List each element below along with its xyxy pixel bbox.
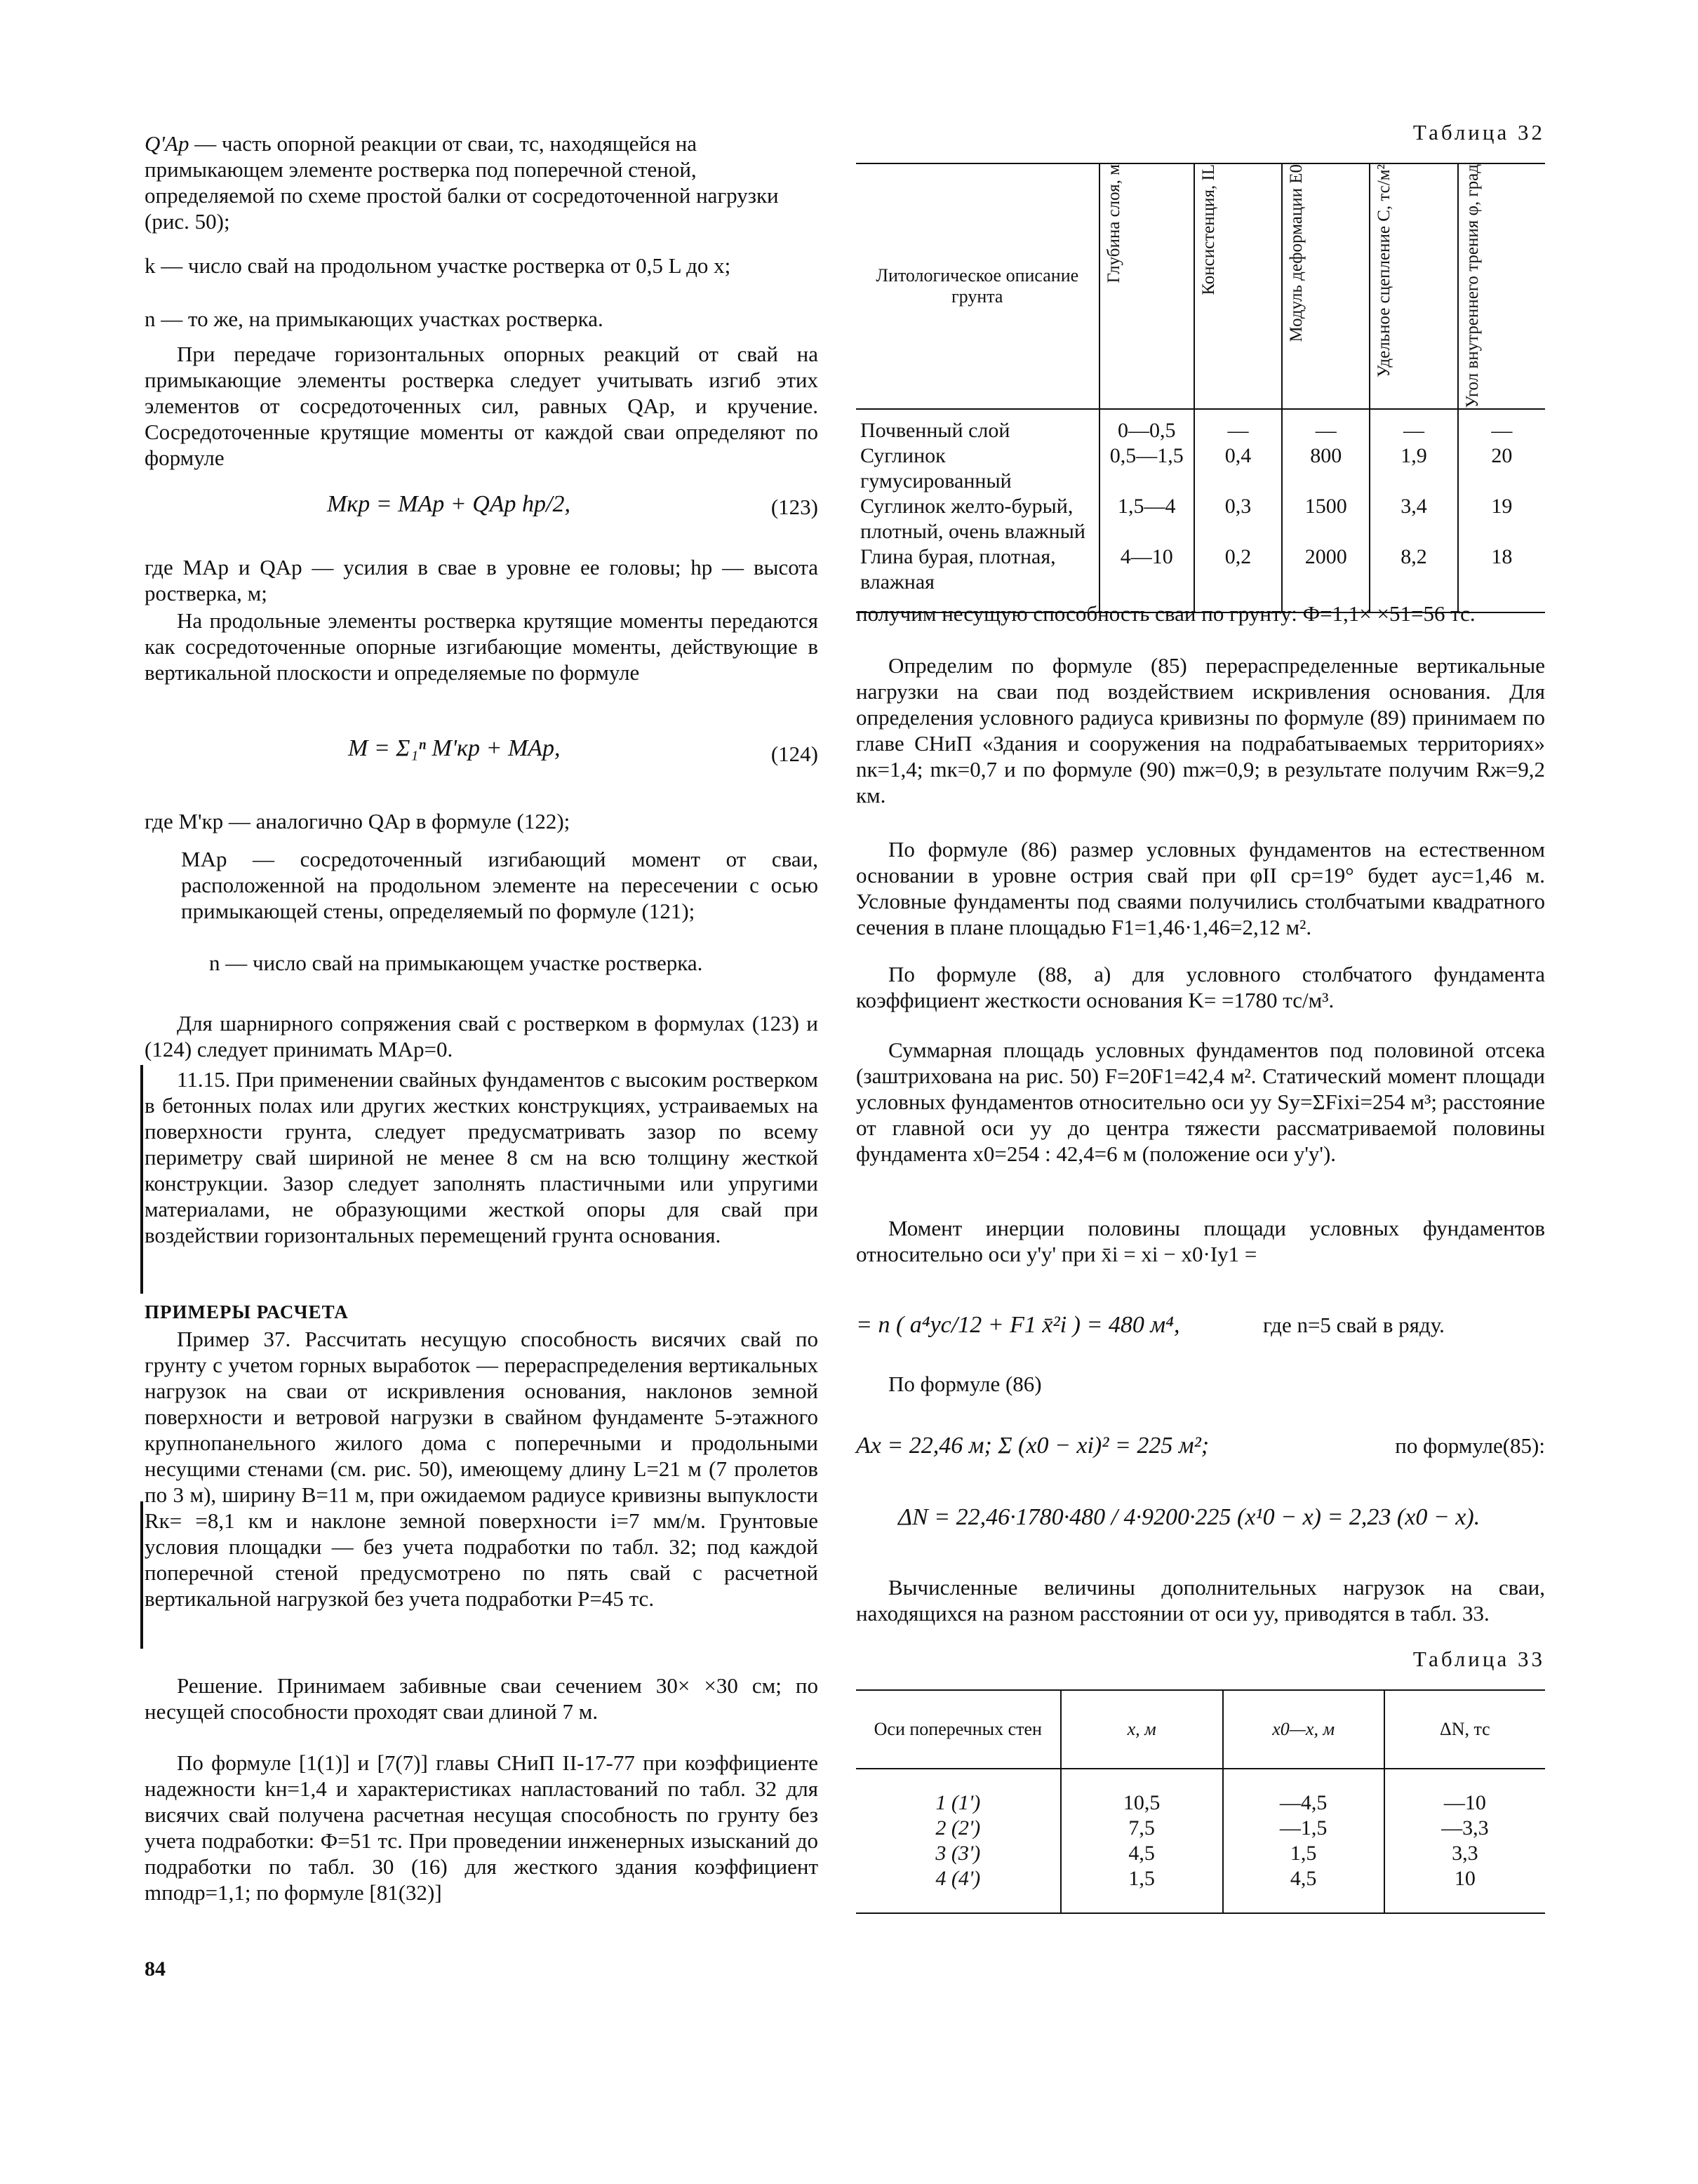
- paragraph: где MАр и QАр — усилия в свае в уровне ее головы; hр — высота ростверка, м;: [145, 555, 818, 605]
- paragraph: По формуле [1(1)] и [7(7)] главы СНиП II-17-77 при коэффициенте надежности kн=1,4 и характеристиках напластований по табл. 32 для висячих свай получена расчетная несущая способность по грунту без учета подработки: Ф=51 тс. При проведении инженерных изысканий до подработки по табл. 30 (16) для жесткого здания коэффициент mподр=1,1; по формуле [81(32)]: [145, 1750, 818, 1905]
- page-number: 84: [145, 1957, 166, 1981]
- solution: Решение. Принимаем забивные сваи сечением 30× ×30 см; по несущей способности проходят сваи длиной 7 м.: [145, 1673, 818, 1724]
- formula-123: Mкр = MАр + QАр hр/2,: [327, 491, 570, 517]
- col-header: Модуль деформации E0: [1282, 163, 1370, 409]
- paragraph: На продольные элементы ростверка крутящие моменты передаются как сосредоточенные опорные изгибающие моменты, действующие в вертикальной плоскости и определяемые по формуле: [145, 608, 818, 685]
- table-32: [856, 163, 1545, 613]
- formula-ax-note: по формуле(85):: [1395, 1433, 1545, 1458]
- definition-k: k — число свай на продольном участке ростверка от 0,5 L до x;: [145, 253, 731, 278]
- section-heading: ПРИМЕРЫ РАСЧЕТА: [145, 1301, 349, 1322]
- table-33-title: Таблица 33: [1412, 1647, 1545, 1671]
- table-row: 4 (4') 1,5 4,5 10: [856, 1866, 1545, 1913]
- table-row: 1 (1') 10,5 —4,5 —10: [856, 1769, 1545, 1816]
- col-header: Глубина слоя, м: [1099, 163, 1194, 409]
- formula-inertia-note: где n=5 свай в ряду.: [1263, 1313, 1445, 1337]
- def-q-text: — часть опорной реакции от сваи, тс, находящейся на примыкающем элементе ростверка под поперечной стеной, определяемой по схеме простой балки от сосредоточенной нагрузки (рис. 50);: [145, 131, 779, 234]
- paragraph: Определим по формуле (85) перераспределенные вертикальные нагрузки на сваи под воздействием искривления основания. Для определения условного радиуса кривизны по формуле (89) принимаем по главе СНиП «Здания и сооружения на подрабатываемых территориях» nк=1,4; mк=0,7 и по формуле (90) mж=0,9; в результате получим Rж=9,2 км.: [856, 653, 1545, 808]
- col-header: Угол внутреннего трения φ, град: [1458, 163, 1545, 409]
- paragraph: получим несущую способность сваи по грунту: Ф=1,1× ×51=56 тс.: [856, 601, 1476, 626]
- table-row: Глина бурая, плотная, влажная 4—10 0,2 2000 8,2 18: [856, 544, 1545, 612]
- table-row: 3 (3') 4,5 1,5 3,3: [856, 1841, 1545, 1866]
- paragraph: Суммарная площадь условных фундаментов под половиной отсека (заштрихована на рис. 50) F=20F1=42,4 м². Статический момент площади условных фундаментов относительно оси yy Sy=ΣFixi=254 м³; расстояние от главной оси yy до центра тяжести рассматриваемой половины фундамента x0=254 : 42,4=6 м (положение оси y'y').: [856, 1038, 1545, 1166]
- col-header: x0—x, м: [1223, 1690, 1384, 1769]
- col-header: Литологическое описание грунта: [876, 264, 1079, 307]
- table-row: Суглинок гумусированный 0,5—1,5 0,4 800 1,9 20: [856, 443, 1545, 494]
- table-row: 2 (2') 7,5 —1,5 —3,3: [856, 1816, 1545, 1841]
- table-row: Почвенный слой 0—0,5 — — — —: [856, 409, 1545, 443]
- definition-n: n — то же, на примыкающих участках ростверка.: [145, 307, 603, 331]
- paragraph: Для шарнирного сопряжения свай с ростверком в формулах (123) и (124) следует принимать MАр=0.: [145, 1011, 818, 1061]
- table-33: [856, 1689, 1545, 1914]
- table-32-title: Таблица 32: [1412, 120, 1545, 145]
- col-header: Консистенция, IL: [1194, 163, 1282, 409]
- equation-number-124: (124): [770, 742, 818, 766]
- margin-bar: [140, 1501, 143, 1649]
- col-header: Оси поперечных стен: [874, 1719, 1042, 1739]
- definition: где M'кр — аналогично QАр в формуле (122);: [145, 809, 570, 833]
- formula-inertia: = n ( a⁴ус/12 + F1 x̄²i ) = 480 м⁴,: [856, 1312, 1180, 1338]
- margin-bar: [140, 1065, 143, 1294]
- definition-q: [145, 130, 818, 234]
- paragraph: Момент инерции половины площади условных фундаментов относительно оси y'y' при x̄i = xi − x0·Iy1 =: [856, 1216, 1545, 1266]
- paragraph-11-15: 11.15. При применении свайных фундаментов с высоким ростверком в бетонных полах или других жестких конструкциях, устраиваемых на поверхности грунта, следует предусматривать зазор по всему периметру свай шириной не менее 8 см на всю толщину жесткой конструкции. Зазор следует заполнять пластичными или упругими материалами, не образующими жесткой опоры для свай при воздействии горизонтальных перемещений грунта основания.: [145, 1067, 818, 1247]
- paragraph: Вычисленные величины дополнительных нагрузок на сваи, находящихся на разном расстоянии от оси yy, приводятся в табл. 33.: [856, 1575, 1545, 1626]
- col-header: x, м: [1061, 1690, 1223, 1769]
- def-q-symbol: Q'Ар: [145, 131, 189, 156]
- formula-ax: Ax = 22,46 м; Σ (x0 − xi)² = 225 м²;: [856, 1433, 1210, 1459]
- formula-124: M = Σ₁ⁿ M'кр + MАр,: [348, 735, 561, 761]
- paragraph: По формуле (86) размер условных фундаментов на естественном основании в уровне острия свай при φII ср=19° будет aус=1,46 м. Условные фундаменты под сваями получились столбчатыми квадратного сечения в плане площадью F1=1,46·1,46=2,12 м².: [856, 837, 1545, 939]
- col-header: ΔN, тс: [1384, 1690, 1545, 1769]
- formula-delta-n: ΔN = 22,46·1780·480 / 4·9200·225 (x¹0 − x) = 2,23 (x0 − x).: [898, 1504, 1480, 1530]
- paragraph: По формуле (88, а) для условного столбчатого фундамента коэффициент жесткости основания K= =1780 тс/м³.: [856, 962, 1545, 1012]
- equation-number-123: (123): [770, 495, 818, 519]
- col-header: Удельное сцепление C, тс/м²: [1370, 163, 1457, 409]
- definition: MАр — сосредоточенный изгибающий момент от сваи, расположенной на продольном элементе на пересечении с осью примыкающей стены, определяемый по формуле (121);: [181, 847, 818, 923]
- table-row: Суглинок желто-бурый, плотный, очень влажный 1,5—4 0,3 1500 3,4 19: [856, 494, 1545, 544]
- paragraph: По формуле (86): [888, 1372, 1042, 1396]
- paragraph: При передаче горизонтальных опорных реакций от свай на примыкающие элементы ростверка следует учитывать изгиб этих элементов от сосредоточенных сил, равных QАр, и кручение. Сосредоточенные крутящие моменты от каждой сваи определяют по формуле: [145, 342, 818, 470]
- example-37: Пример 37. Рассчитать несущую способность висячих свай по грунту с учетом горных выработок — перераспределения вертикальных нагрузок на сваи от искривления основания, наклонов земной поверхности и ветровой нагрузки в свайном фундаменте 5-этажного крупнопанельного жилого дома с поперечными и продольными несущими стенами (см. рис. 50), имеющему длину L=21 м (7 пролетов по 3 м), ширину B=11 м, при ожидаемом радиусе кривизны выпуклости Rк= =8,1 км и наклоне земной поверхности i=7 мм/м. Грунтовые условия площадки — без учета подработки по табл. 32; под каждой поперечной стеной предусмотрено по пять свай с расчетной вертикальной нагрузкой без учета подработки P=45 тс.: [145, 1327, 818, 1611]
- definition: n — число свай на примыкающем участке ростверка.: [209, 951, 703, 975]
